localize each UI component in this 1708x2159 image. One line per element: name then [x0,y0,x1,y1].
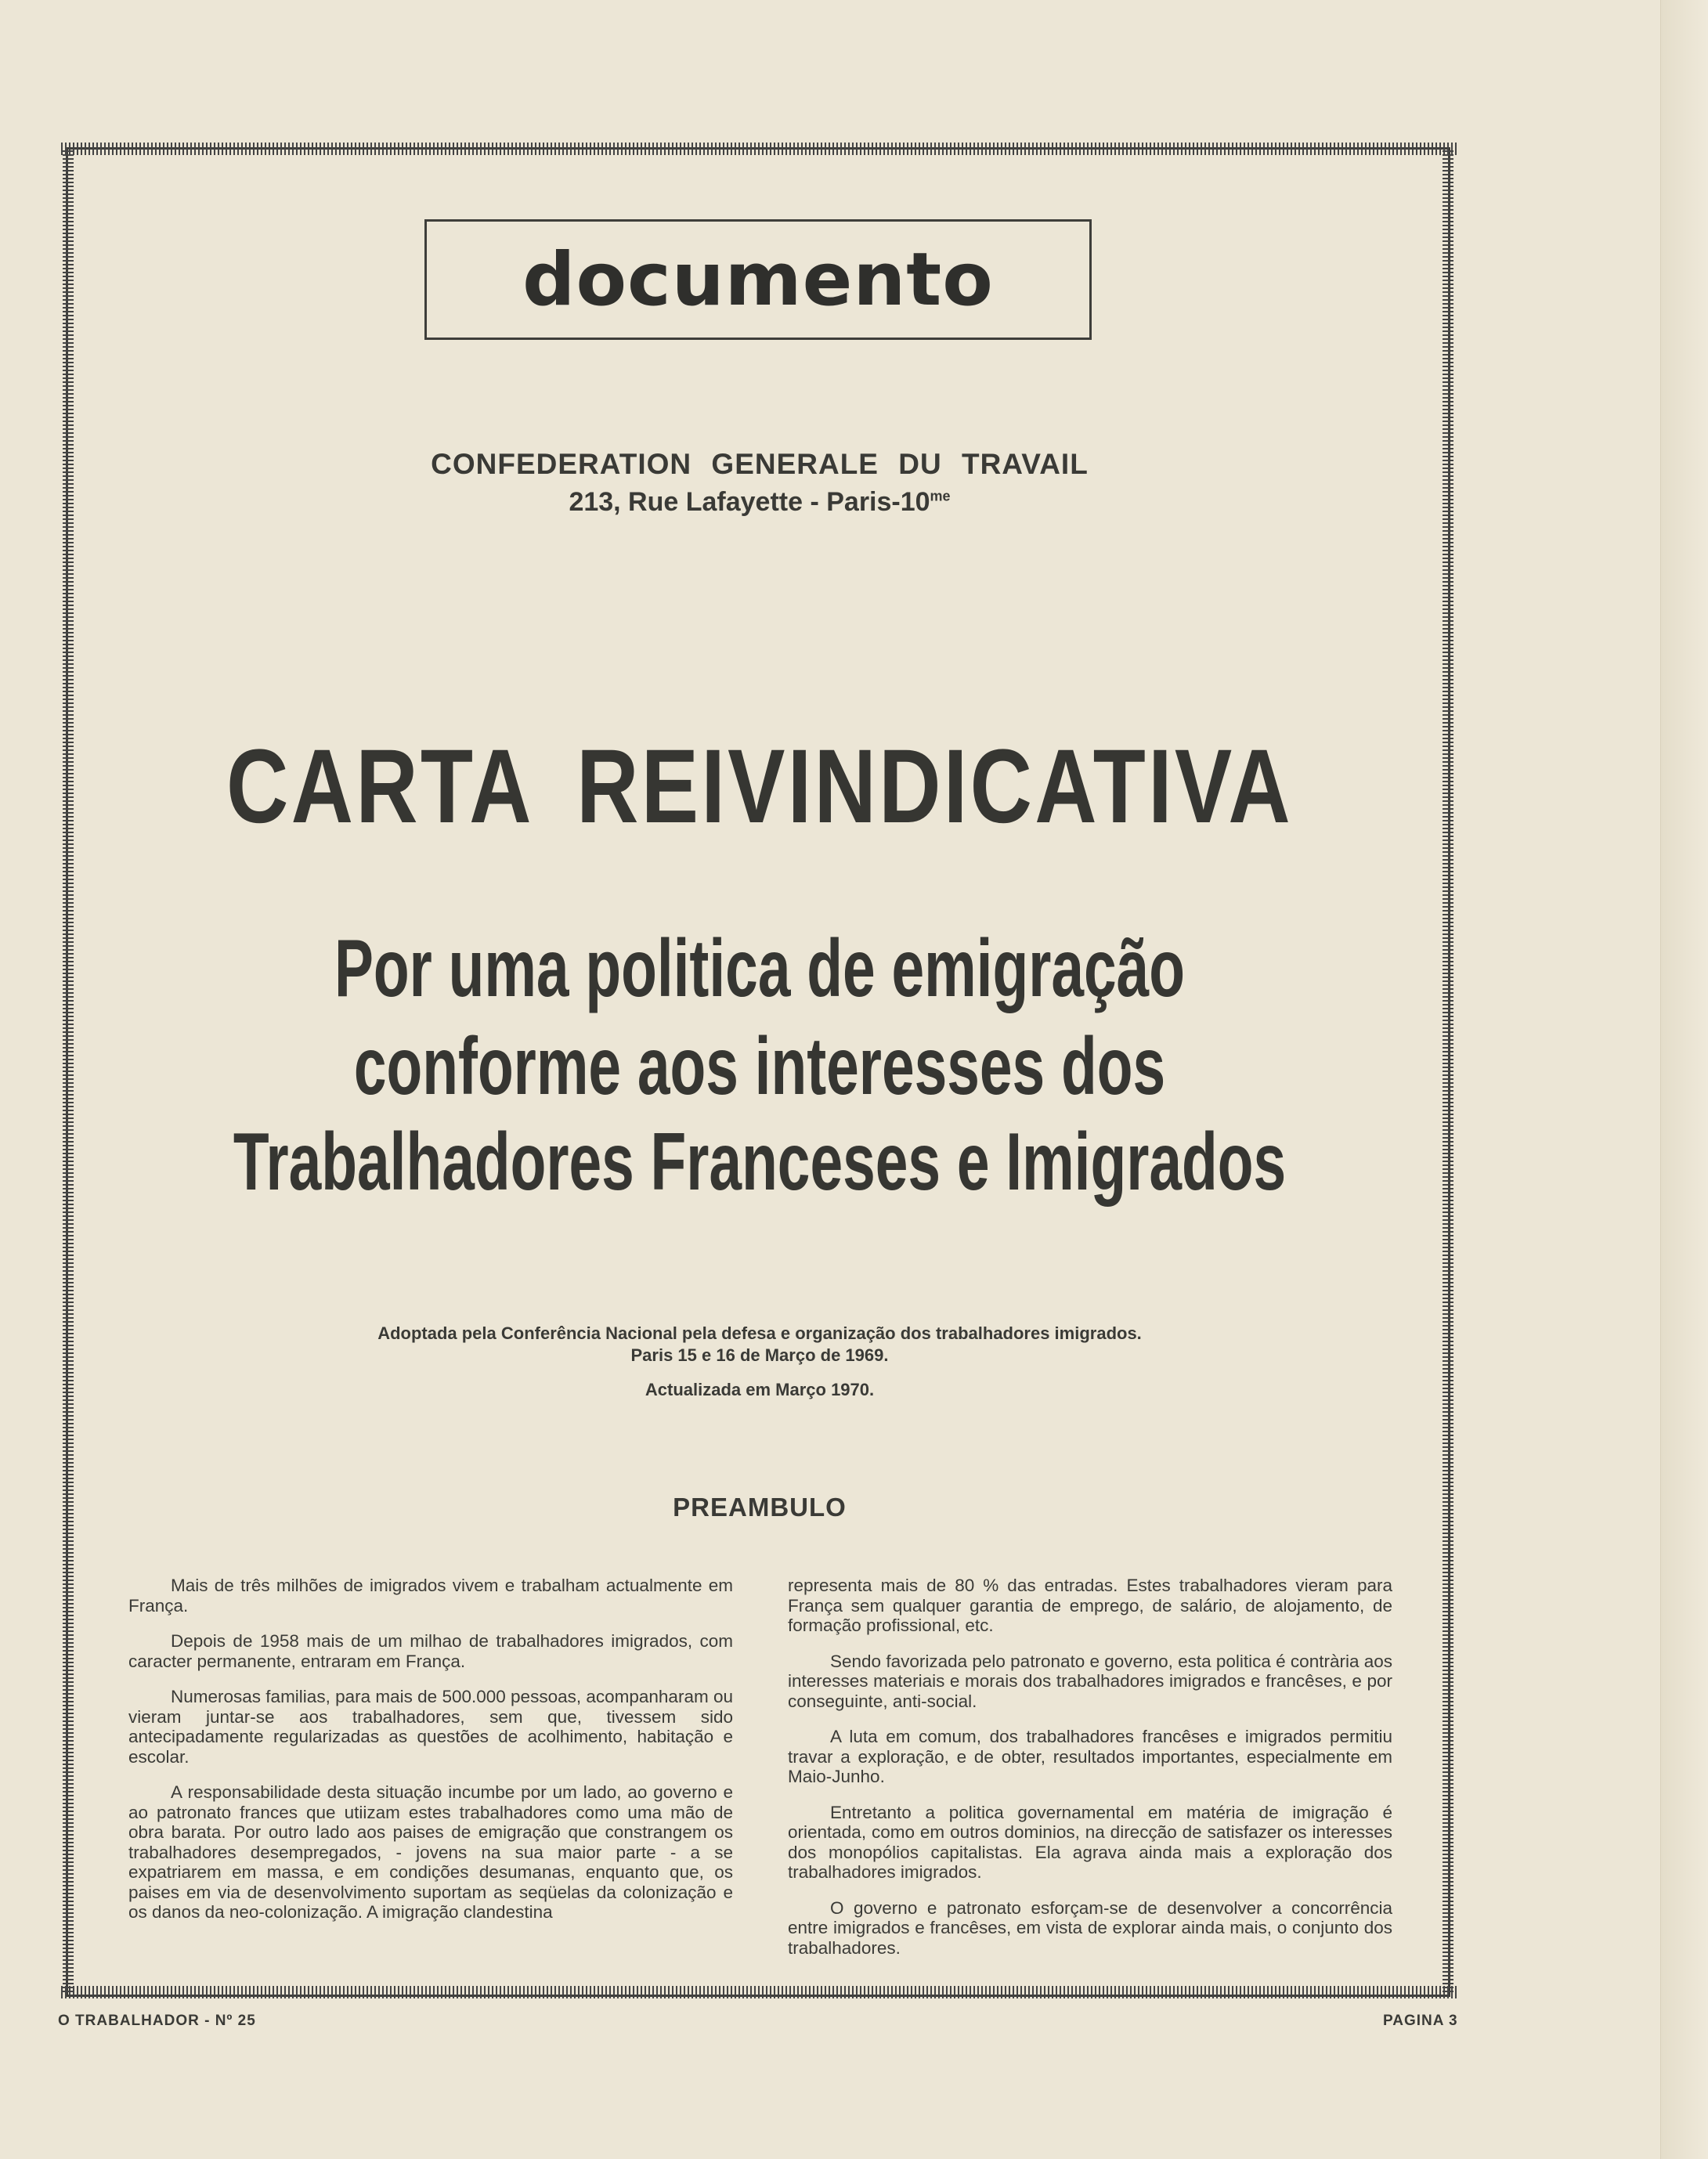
paragraph: representa mais de 80 % das entradas. Estes trabalhadores vieram para França sem qualquer garantia de emprego, de salário, de alojamento, de formação profissional, etc. [788,1576,1392,1635]
paragraph: Numerosas familias, para mais de 500.000 pessoas, acompanharam ou vieram juntar-se aos trabalhadores, sem que, tivessem sido antecipadamente regularizadas as questões de acolhimento, habitação e escolar. [128,1687,733,1767]
publication-footer: O TRABALHADOR - Nº 25 [58,2013,256,2029]
section-title-box [424,219,1092,340]
paragraph: O governo e patronato esforçam-se de desenvolver a concorrência entre imigrados e francêses, em vista de explorar ainda mais, o conjunto dos trabalhadores. [788,1897,1392,1958]
subheadline-line-2: conforme aos interesses dos [353,1021,1166,1112]
subheadline-line-1: Por uma politica de emigração [334,923,1186,1014]
organization-name: CONFEDERATION GENERALE DU TRAVAIL [431,448,1089,480]
subheadline-line-3: Trabalhadores Franceses e Imigrados [233,1117,1287,1208]
organization-address-text: 213, Rue Lafayette - Paris-10 [569,487,930,517]
page-number: PAGINA 3 [1383,2013,1458,2029]
paragraph: Sendo favorizada pelo patronato e governo, esta politica é contrària aos interesses materiais e morais dos trabalhadores imigrados e francêses, e por conseguinte, anti-social. [788,1651,1392,1711]
frame-border-bottom [61,1986,1457,1998]
paragraph: A responsabilidade desta situação incumbe por um lado, ao governo e ao patronato frances que utiizam estes trabalhadores como uma mão de obra barata. Por outro lado aos paises de emigração que constrangem os trabalhadores desempregados, - jovens na sua maior parte - a se expatriarem em massa, e em condições desumanas, enquanto que, os paises em via de desenvolvimento suportam as seqüelas da colonização e os danos da neo-colonização. A imigração clandestina [128,1782,733,1922]
adoption-note: Adoptada pela Conferência Nacional pela defesa e organização dos trabalhadores imigrados. [377,1323,1142,1343]
preamble-heading: PREAMBULO [673,1493,847,1522]
frame-border-left [63,150,74,1992]
page-edge [1660,0,1708,2159]
left-text-column [128,1576,733,1938]
right-text-column [788,1576,1392,1973]
main-headline: CARTA REIVINDICATIVA [226,728,1293,845]
paragraph: A luta em comum, dos trabalhadores francêses e imigrados permitiu travar a exploração, e de obter, resultados importantes, especialmente em Maio-Junho. [788,1727,1392,1786]
frame-border-right [1443,150,1453,1992]
organization-address [0,487,1519,518]
paragraph: Entretanto a politica governamental em matéria de imigração é orientada, como em outros dominios, na direcção de satisfazer os interesses dos monopólios capitalistas. Ela agrava ainda mais a exploração dos trabalhadores imigrados. [788,1802,1392,1882]
section-title: documento [522,236,994,323]
adoption-date: Paris 15 e 16 de Março de 1969. [630,1345,889,1365]
paragraph: Mais de três milhões de imigrados vivem e trabalham actualmente em França. [128,1576,733,1616]
organization-address-sup: me [930,488,951,504]
paragraph: Depois de 1958 mais de um milhao de trabalhadores imigrados, com caracter permanente, entraram em França. [128,1631,733,1671]
update-note: Actualizada em Março 1970. [645,1380,875,1399]
frame-border-top [61,143,1457,155]
